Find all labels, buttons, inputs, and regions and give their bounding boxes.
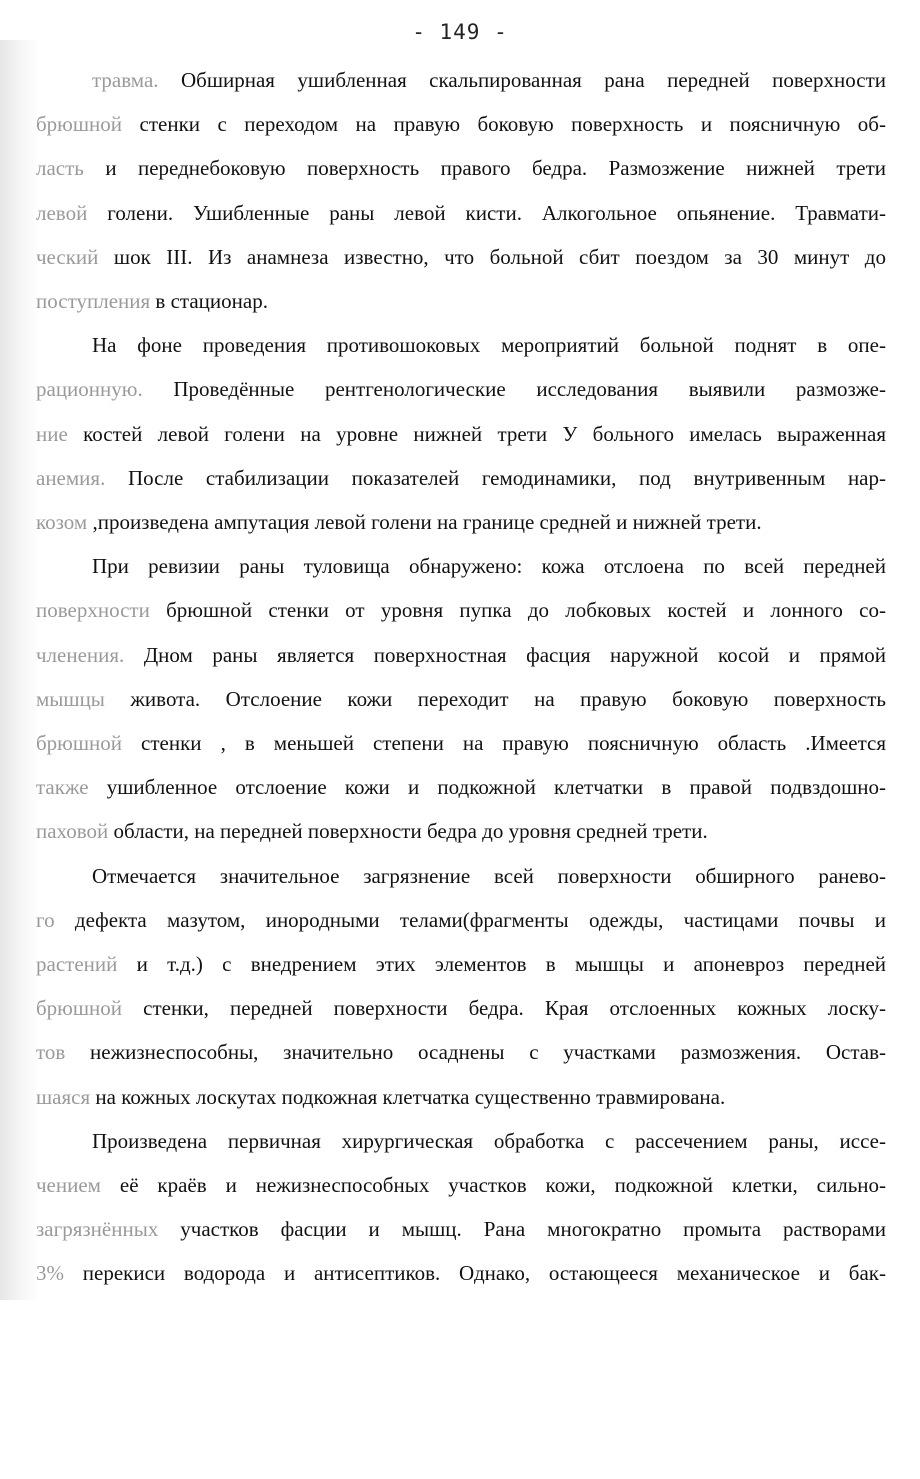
line-text: При ревизии раны туловища обнаружено: кожа отслоена по всей передней [92,554,886,579]
paragraph [36,1119,886,1296]
faded-line-start: загрязнённых [36,1217,159,1242]
line-text: живота. Отслоение кожи переходит на правую боковую поверхность [104,686,886,711]
faded-line-start: брюшной [36,996,123,1021]
line-text: Дном раны является поверхностная фасция наружной косой и прямой [124,642,886,667]
line-text: После стабилизации показателей гемодинамики, под внутривенным нар- [105,465,886,490]
line-text: Отмечается значительное загрязнение всей поверхности обширного ранево- [92,863,886,888]
text-line [36,633,886,677]
line-text: и переднебоковую поверхность правого бедра. Размозжение нижней трети [83,156,886,181]
line-text: её краёв и нежизнеспособных участков кожи, подкожной клетки, сильно- [100,1173,886,1198]
line-text: ,произведена ампутация левой голени на границе средней и нижней трети. [87,510,762,535]
document-body [36,58,886,1296]
line-text: и т.д.) с внедрением этих элементов в мышцы и апоневроз передней [117,952,886,977]
paragraph [36,544,886,853]
text-line [36,58,886,102]
faded-line-start: брюшной [36,731,123,756]
line-text: нежизнеспособны, значительно осаднены с участками размозжения. Остав- [65,1040,886,1065]
faded-line-start: паховой [36,819,109,844]
line-text: в стационар. [150,289,268,314]
line-text: костей левой голени на уровне нижней трети У больного имелась выраженная [67,421,886,446]
text-line [36,898,886,942]
text-line [36,500,886,544]
text-line [36,1207,886,1251]
faded-line-start: шаяся [36,1084,91,1109]
faded-line-start: растений [36,952,118,977]
faded-line-start: анемия. [36,465,106,490]
line-text: брюшной стенки от уровня пупка до лобковых костей и лонного со- [149,598,886,623]
line-text: области, на передней поверхности бедра до уровня средней трети. [108,819,708,844]
line-text: перекиси водорода и антисептиков. Однако, остающееся механическое и бак- [64,1261,886,1286]
line-text: ушибленное отслоение кожи и подкожной клетчатки в правой подвздошно- [88,775,886,800]
faded-line-start: ласть [36,156,84,181]
text-line [36,588,886,632]
text-line [36,1030,886,1074]
text-line [36,146,886,190]
text-line [36,102,886,146]
text-line [36,544,886,588]
text-line [36,1075,886,1119]
line-text: стенки , в меньшей степени на правую поясничную область .Имеется [122,731,886,756]
text-line [36,1251,886,1295]
faded-line-start: левой [36,200,88,225]
text-line [36,412,886,456]
text-line [36,854,886,898]
faded-line-start: го [36,907,55,932]
faded-line-start: членения. [36,642,125,667]
paragraph [36,58,886,323]
text-line [36,942,886,986]
text-line [36,1119,886,1163]
line-text: На фоне проведения противошоковых мероприятий больной поднят в опе- [92,333,886,358]
faded-line-start: также [36,775,89,800]
text-line [36,235,886,279]
text-line [36,279,886,323]
text-line [36,191,886,235]
line-text: стенки, передней поверхности бедра. Края отслоенных кожных лоску- [122,996,886,1021]
faded-line-start: мышцы [36,686,105,711]
faded-line-start: ческий [36,244,99,269]
line-text: участков фасции и мышц. Рана многократно промыта растворами [158,1217,886,1242]
faded-line-start: ние [36,421,68,446]
text-line [36,323,886,367]
page-number: - 149 - [412,20,508,44]
scan-shadow [0,40,40,1300]
text-line [36,1163,886,1207]
paragraph [36,323,886,544]
line-text: Проведённые рентгенологические исследования выявили размозже- [142,377,886,402]
faded-line-start: 3% [36,1261,64,1286]
text-line [36,456,886,500]
faded-line-start: поступления [36,289,151,314]
faded-line-start: поверхности [36,598,150,623]
text-line [36,677,886,721]
line-text: стенки с переходом на правую боковую поверхность и поясничную об- [122,112,886,137]
faded-line-start: брюшной [36,112,123,137]
text-line [36,721,886,765]
faded-line-start: чением [36,1173,101,1198]
text-line [36,809,886,853]
line-text: дефекта мазутом, инородными телами(фрагменты одежды, частицами почвы и [54,907,886,932]
faded-line-start: тов [36,1040,66,1065]
line-text: Обширная ушибленная скальпированная рана передней поверхности [158,68,886,92]
faded-line-start: козом [36,510,88,535]
text-line [36,367,886,411]
text-line [36,765,886,809]
text-line [36,986,886,1030]
line-text: голени. Ушибленные раны левой кисти. Алкогольное опьянение. Травмати- [87,200,886,225]
line-text: Произведена первичная хирургическая обработка с рассечением раны, иссе- [92,1128,886,1153]
paragraph [36,854,886,1119]
line-text: шок III. Из анамнеза известно, что больной сбит поездом за 30 минут до [98,244,886,269]
faded-line-start: рационную. [36,377,143,402]
line-text: на кожных лоскутах подкожная клетчатка существенно травмирована. [90,1084,726,1109]
faded-line-start: травма. [92,68,159,92]
